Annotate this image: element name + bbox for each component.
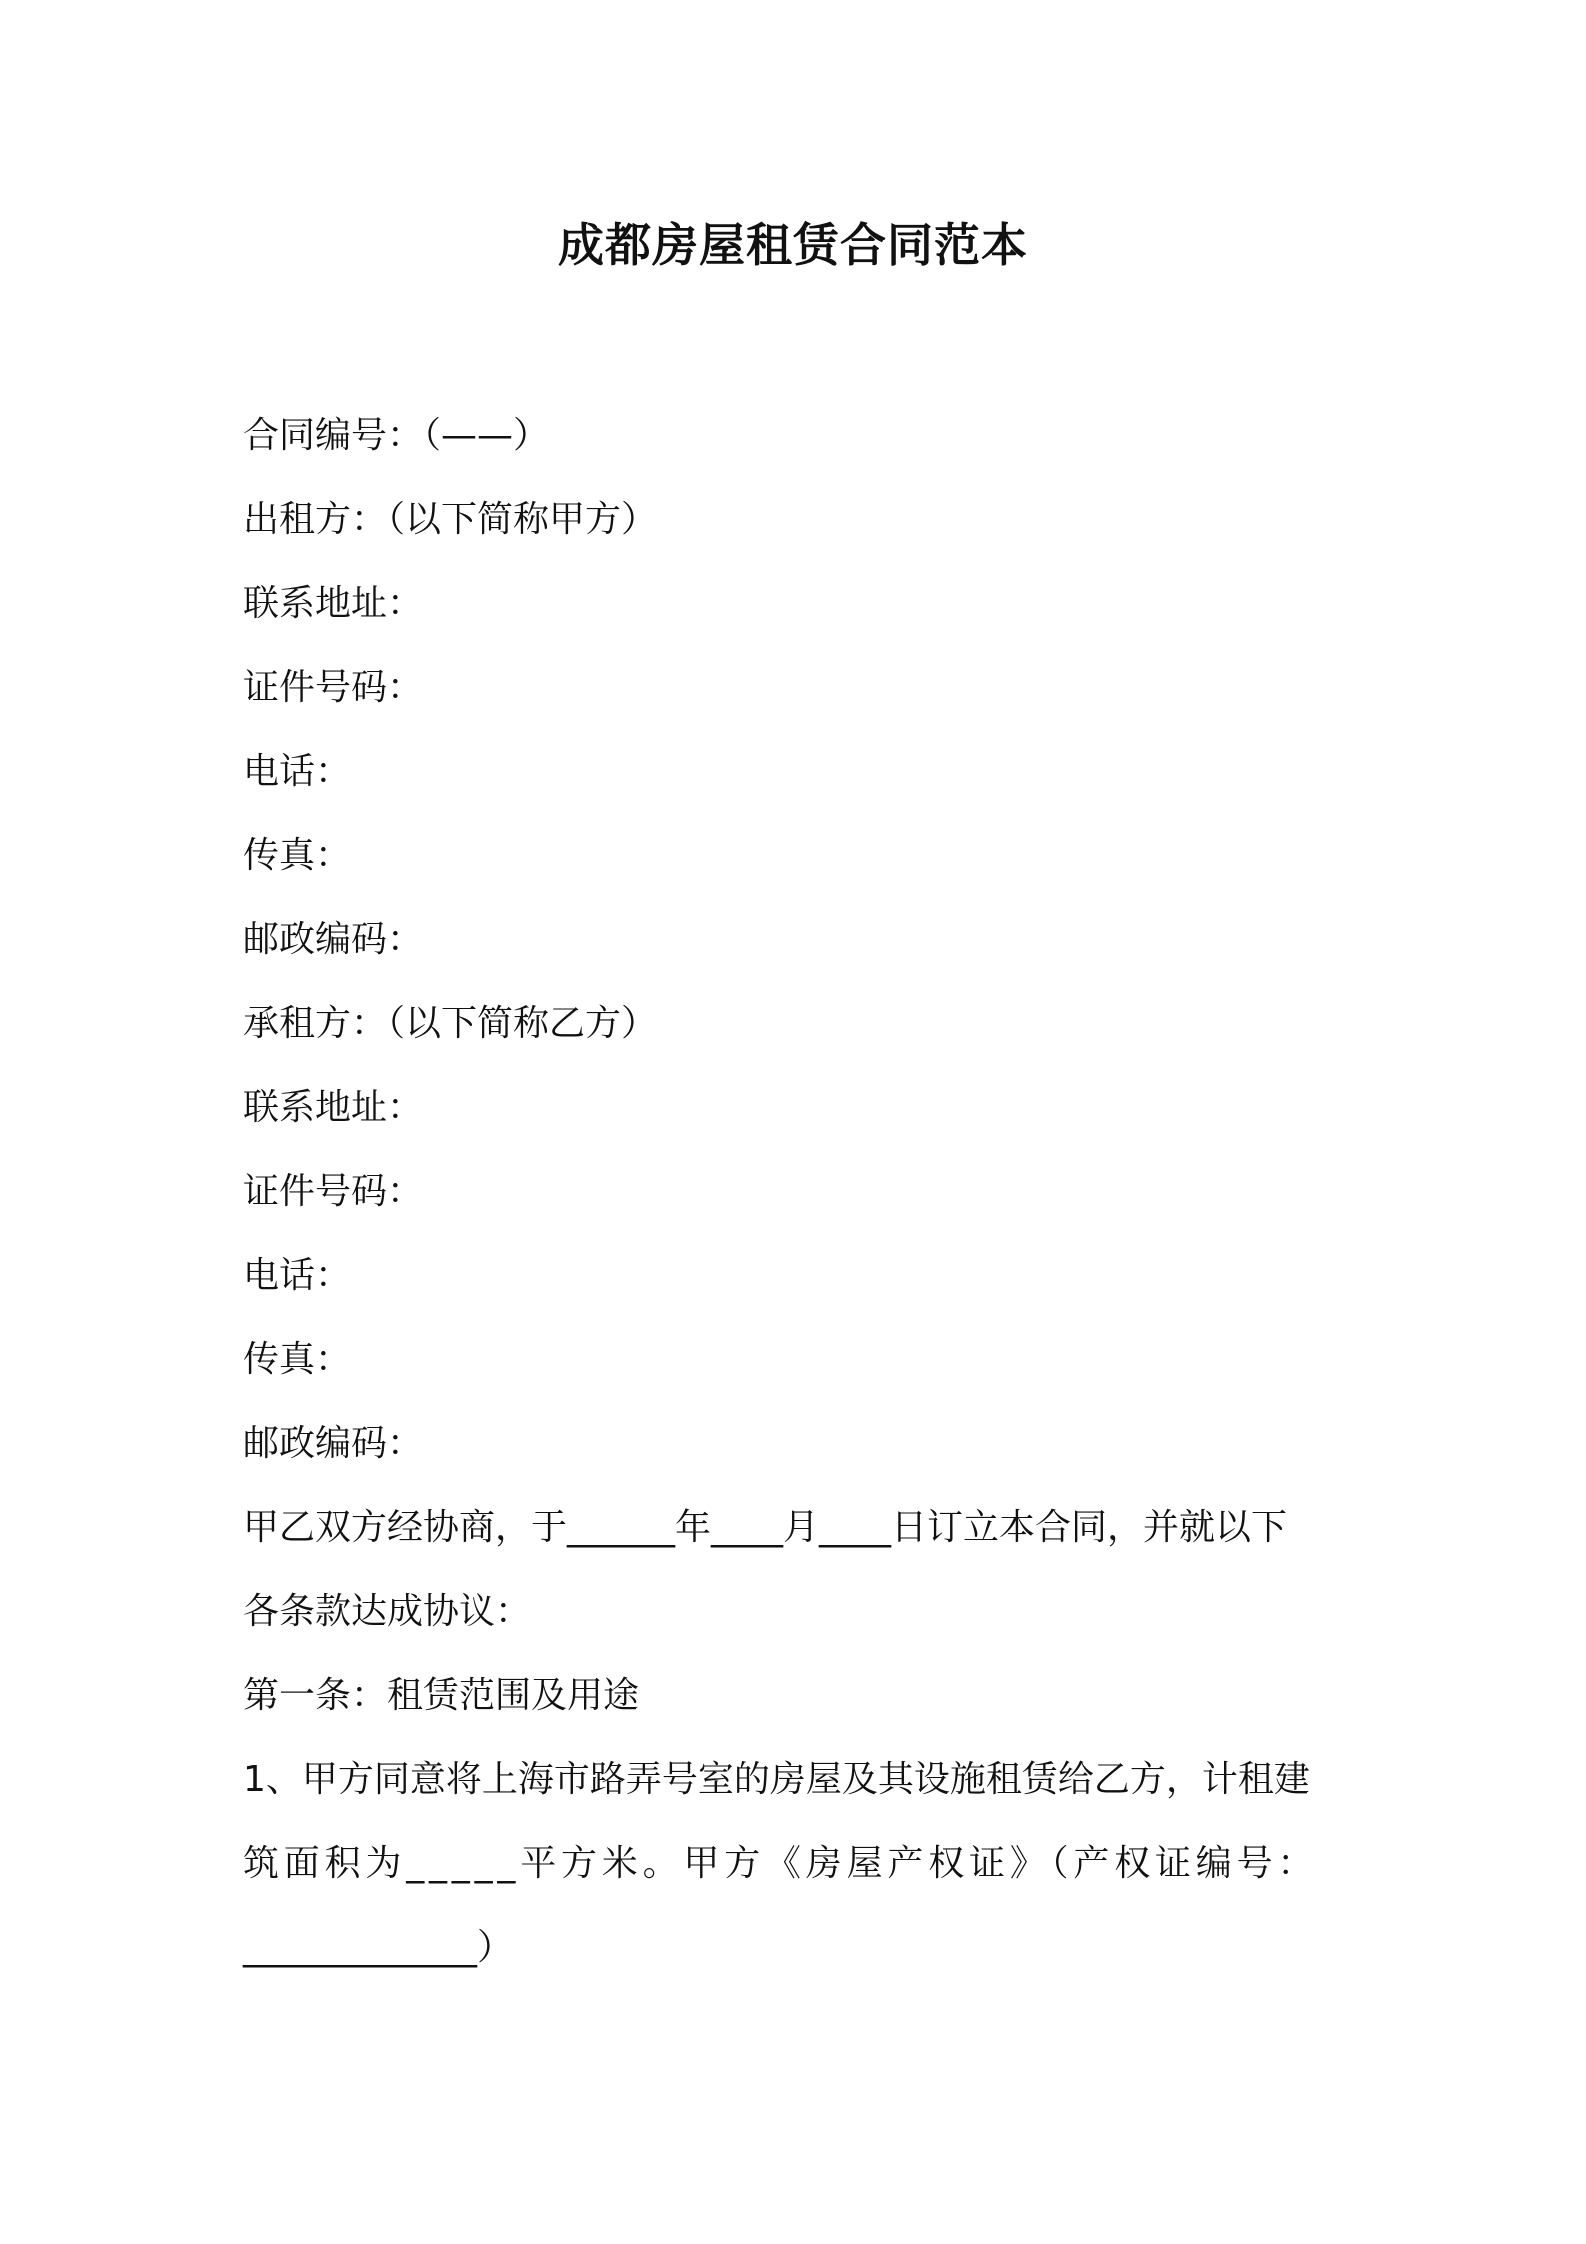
article-one-heading: 第一条：租赁范围及用途 [243, 1675, 640, 1716]
agreement-paragraph-line-2: 各条款达成协议： [243, 1591, 532, 1632]
lessor-phone-line: 电话： [243, 751, 352, 792]
lessor-fax-line: 传真： [243, 835, 352, 876]
contract-number-line: 合同编号：（——） [243, 415, 550, 456]
lessee-fax-line: 传真： [243, 1339, 352, 1380]
article-one-clause-line-2: 筑面积为_____平方米。甲方《房屋产权证》（产权证编号： [243, 1843, 1319, 1884]
lessee-address-line: 联系地址： [243, 1087, 424, 1128]
lessor-line: 出租方：（以下简称甲方） [243, 499, 658, 540]
lessee-postcode-line: 邮政编码： [243, 1423, 424, 1464]
lessee-id-number-line: 证件号码： [243, 1171, 424, 1212]
article-one-clause-line-3: _____________） [243, 1927, 513, 1968]
agreement-paragraph-line-1: 甲乙双方经协商，于______年____月____日订立本合同，并就以下 [243, 1507, 1288, 1548]
lessee-line: 承租方：（以下简称乙方） [243, 1003, 658, 1044]
lessee-phone-line: 电话： [243, 1255, 352, 1296]
lessor-address-line: 联系地址： [243, 583, 424, 624]
lessor-id-number-line: 证件号码： [243, 667, 424, 708]
article-one-clause-line-1: 1、甲方同意将上海市路弄号室的房屋及其设施租赁给乙方，计租建 [243, 1759, 1310, 1800]
document-title: 成都房屋租赁合同范本 [558, 218, 1028, 272]
lessor-postcode-line: 邮政编码： [243, 919, 424, 960]
